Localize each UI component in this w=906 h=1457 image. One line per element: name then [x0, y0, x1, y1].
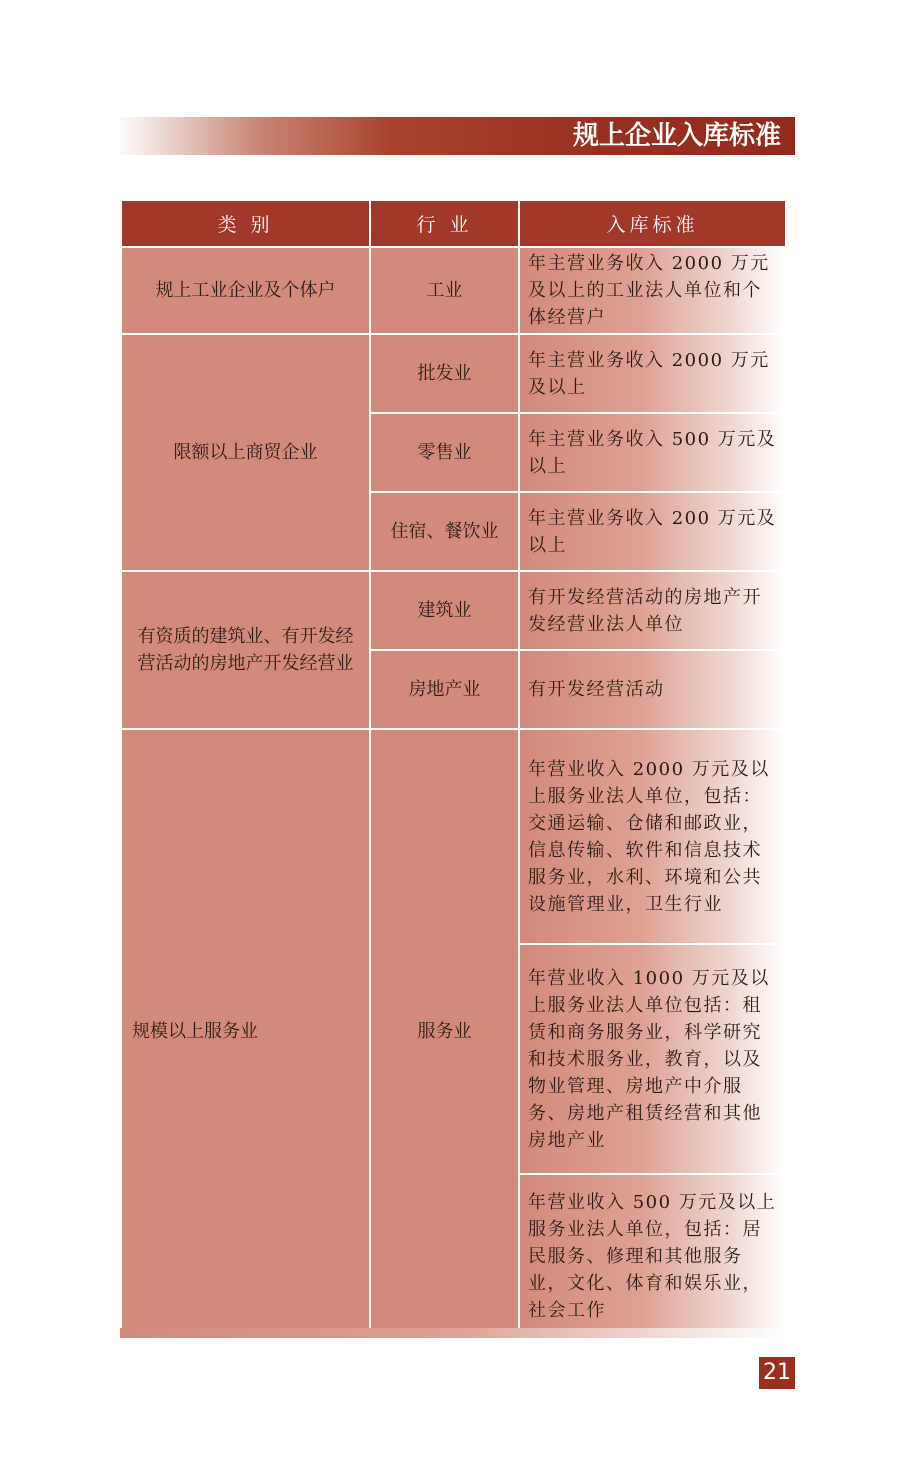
- title-banner: [120, 117, 795, 155]
- industry-cell: 服务业: [370, 729, 519, 1330]
- page-number: 21: [759, 1357, 795, 1389]
- category-cell: 规上工业企业及个体户: [121, 247, 370, 334]
- page-title: 规上企业入库标准: [572, 121, 781, 151]
- category-cell: 规模以上服务业: [121, 729, 370, 1330]
- column-header-industry: 行 业: [370, 200, 519, 247]
- industry-cell: 住宿、餐饮业: [370, 492, 519, 571]
- standard-cell: 年主营业务收入 2000 万元及以上: [519, 334, 785, 413]
- table-row: [121, 729, 785, 944]
- standards-table: [120, 199, 785, 1330]
- industry-cell: 房地产业: [370, 650, 519, 729]
- standard-cell: 年主营业务收入 2000 万元及以上的工业法人单位和个体经营户: [519, 247, 785, 334]
- column-header-standard: 入库标准: [519, 200, 785, 247]
- category-cell: 限额以上商贸企业: [121, 334, 370, 571]
- standards-table-container: [120, 199, 785, 1330]
- industry-cell: 建筑业: [370, 571, 519, 650]
- industry-cell: 零售业: [370, 413, 519, 492]
- table-row: [121, 247, 785, 334]
- bottom-decorative-band: [120, 1328, 785, 1338]
- standard-cell: 有开发经营活动: [519, 650, 785, 729]
- standard-cell: 年营业收入 500 万元及以上服务业法人单位，包括：居民服务、修理和其他服务业，文化、体育和娱乐业，社会工作: [519, 1174, 785, 1330]
- table-header-row: [121, 200, 785, 247]
- column-header-category: 类 别: [121, 200, 370, 247]
- industry-cell: 工业: [370, 247, 519, 334]
- standard-cell: 年营业收入 1000 万元及以上服务业法人单位包括：租赁和商务服务业，科学研究和技术服务业，教育，以及物业管理、房地产中介服务、房地产租赁经营和其他房地产业: [519, 944, 785, 1174]
- standard-cell: 年主营业务收入 200 万元及以上: [519, 492, 785, 571]
- standard-cell: 年营业收入 2000 万元及以上服务业法人单位，包括：交通运输、仓储和邮政业，信息传输、软件和信息技术服务业，水利、环境和公共设施管理业，卫生行业: [519, 729, 785, 944]
- standard-cell: 年主营业务收入 500 万元及以上: [519, 413, 785, 492]
- table-row: [121, 571, 785, 650]
- category-cell: 有资质的建筑业、有开发经营活动的房地产开发经营业: [121, 571, 370, 729]
- standard-cell: 有开发经营活动的房地产开发经营业法人单位: [519, 571, 785, 650]
- table-row: [121, 334, 785, 413]
- industry-cell: 批发业: [370, 334, 519, 413]
